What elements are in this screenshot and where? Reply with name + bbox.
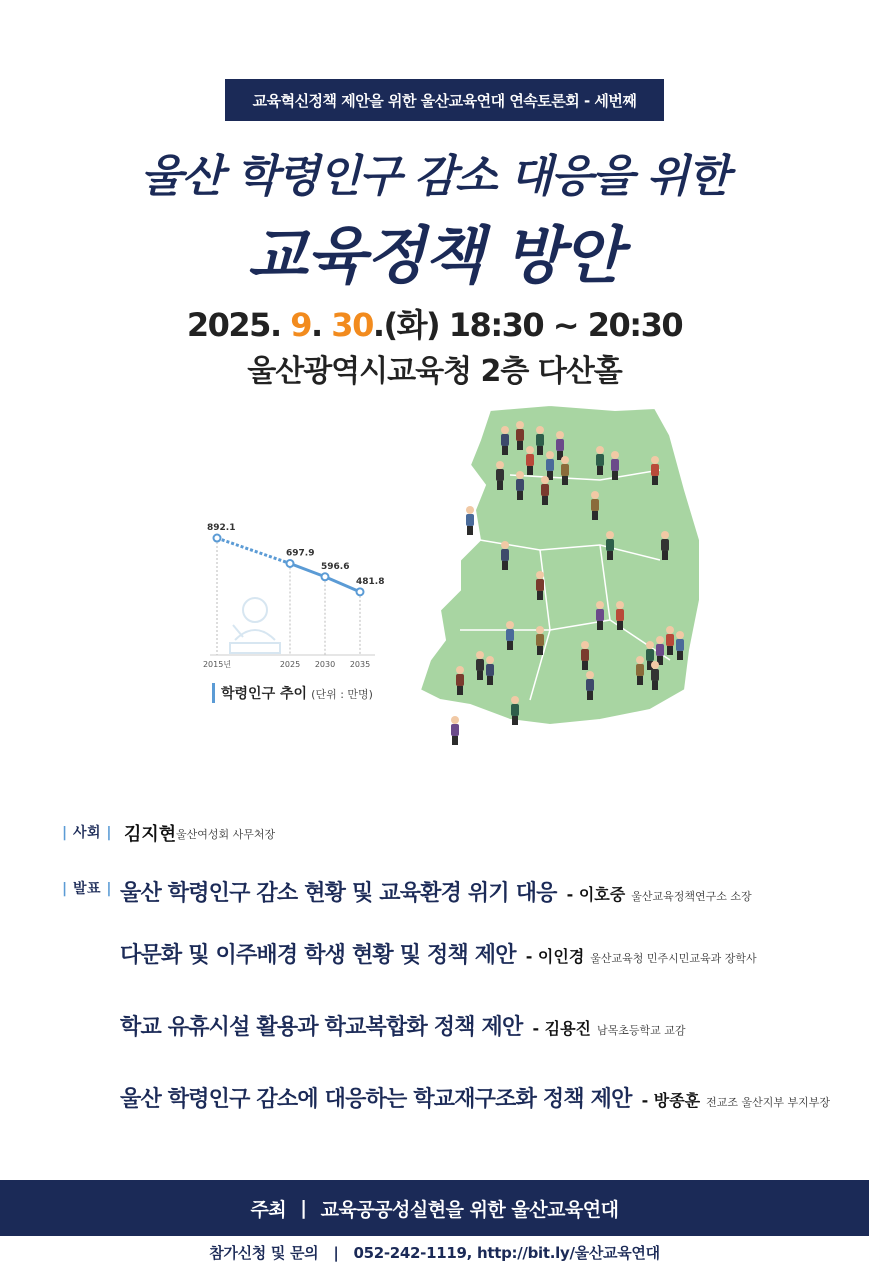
person-figure	[466, 506, 474, 535]
person-figure	[496, 461, 504, 490]
reading-student-icon	[230, 598, 280, 653]
moderator-name: 김지현	[124, 824, 177, 845]
talk-title: 다문화 및 이주배경 학생 현황 및 정책 제안	[120, 943, 516, 968]
person-figure	[666, 626, 674, 655]
talk-presenter: - 김용진	[532, 1019, 592, 1038]
person-figure	[546, 451, 554, 480]
person-figure	[651, 456, 659, 485]
person-figure	[536, 626, 544, 655]
organizer-separator: |	[300, 1197, 307, 1219]
person-figure	[486, 656, 494, 685]
chart-x-tick-label: 2025	[279, 660, 301, 669]
talk-item	[120, 876, 752, 907]
person-figure	[606, 531, 614, 560]
talk-item	[120, 1010, 686, 1041]
person-figure	[596, 601, 604, 630]
person-figure	[591, 491, 599, 520]
talk-title: 울산 학령인구 감소 현황 및 교육환경 위기 대응	[120, 881, 557, 906]
person-figure	[516, 471, 524, 500]
person-figure	[526, 446, 534, 475]
chart-series-segment	[217, 538, 290, 563]
person-figure	[501, 541, 509, 570]
contact-url[interactable]: http://bit.ly/울산교육연대	[477, 1244, 660, 1262]
chart-caption-title: 학령인구 추이	[221, 686, 308, 702]
presentation-tag: | 발표 |	[62, 878, 112, 898]
chart-series-segment	[290, 563, 325, 576]
event-venue: 울산광역시교육청 2층 다산홀	[247, 354, 622, 389]
chart-x-tick-label: 2015년	[202, 660, 232, 669]
person-figure	[501, 426, 509, 455]
organizer-name: 교육공공성실현을 위한 울산교육연대	[320, 1198, 619, 1221]
title-line1: 울산 학령인구 감소 대응을 위한	[140, 151, 729, 202]
talk-title: 학교 유휴시설 활용과 학교복합화 정책 제안	[120, 1015, 523, 1040]
chart-x-tick-label: 2030	[314, 660, 336, 669]
event-datetime	[0, 300, 869, 346]
person-figure	[586, 671, 594, 700]
population-chart	[195, 515, 395, 675]
chart-caption-unit: (단위 : 만명)	[311, 688, 373, 701]
person-figure	[451, 716, 459, 745]
talk-presenter: - 이인경	[525, 947, 585, 966]
person-figure	[506, 621, 514, 650]
person-figure	[596, 446, 604, 475]
person-figure	[656, 636, 664, 665]
talk-presenter: - 방종훈	[641, 1091, 701, 1110]
person-figure	[516, 421, 524, 450]
talk-item	[120, 938, 757, 969]
contact-phone: 052-242-1119,	[353, 1244, 473, 1262]
chart-point	[287, 560, 294, 567]
date-prefix: 2025.	[186, 306, 291, 344]
person-figure	[536, 571, 544, 600]
date-month: 9	[290, 306, 311, 344]
organizer-bar	[0, 1180, 869, 1236]
moderator-tag: | 사회 |	[62, 822, 112, 842]
organizer-label: 주최	[250, 1198, 287, 1221]
date-suffix: .(화) 18:30 ~ 20:30	[372, 306, 683, 344]
series-banner: 교육혁신정책 제안을 위한 울산교육연대 연속토론회 - 세번째	[225, 79, 664, 121]
talk-item	[120, 1082, 830, 1113]
talk-presenter: - 이호중	[566, 885, 626, 904]
talk-title: 울산 학령인구 감소에 대응하는 학교재구조화 정책 제안	[120, 1087, 632, 1112]
chart-point	[322, 573, 329, 580]
person-figure	[511, 696, 519, 725]
person-figure	[456, 666, 464, 695]
chart-series-segment	[325, 577, 360, 592]
chart-x-tick-label: 2035	[349, 660, 371, 669]
chart-value-label: 596.6	[321, 561, 350, 572]
person-figure	[581, 641, 589, 670]
talk-presenter-role: 울산교육정책연구소 소장	[631, 890, 752, 903]
chart-value-label: 892.1	[207, 523, 236, 534]
page-title: 교육정책 방안	[247, 219, 622, 292]
chart-point	[214, 535, 221, 542]
chart-value-label: 697.9	[286, 548, 315, 559]
person-figure	[536, 426, 544, 455]
person-figure	[556, 431, 564, 460]
contact-separator: |	[333, 1244, 339, 1262]
contact-line	[0, 1242, 869, 1263]
person-figure	[616, 601, 624, 630]
person-figure	[676, 631, 684, 660]
talk-presenter-role: 전교조 울산지부 부지부장	[706, 1096, 831, 1109]
person-figure	[636, 656, 644, 685]
date-sep: .	[311, 306, 332, 344]
talk-presenter-role: 울산교육청 민주시민교육과 장학사	[590, 952, 757, 965]
person-figure	[476, 651, 484, 680]
person-figure	[541, 476, 549, 505]
date-day: 30	[331, 306, 373, 344]
person-figure	[611, 451, 619, 480]
talk-presenter-role: 남목초등학교 교감	[597, 1024, 686, 1037]
person-figure	[561, 456, 569, 485]
chart-caption	[212, 683, 373, 703]
contact-label: 참가신청 및 문의	[209, 1244, 319, 1262]
moderator-role: 울산여성회 사무처장	[176, 828, 276, 841]
chart-point	[357, 588, 364, 595]
chart-value-label: 481.8	[356, 576, 385, 587]
person-figure	[651, 661, 659, 690]
korea-map-illustration	[400, 400, 720, 770]
person-figure	[661, 531, 669, 560]
